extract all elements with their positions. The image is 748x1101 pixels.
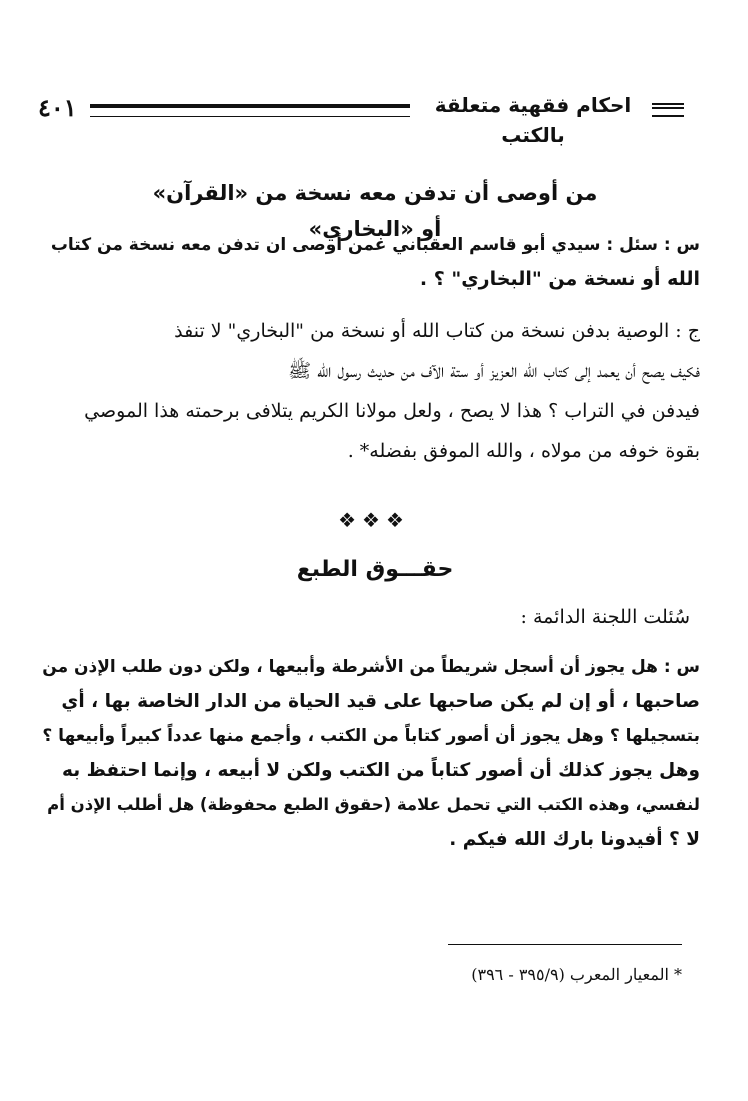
running-title: احكام فقهية متعلقة بالكتب [434, 93, 632, 147]
header-ornament [652, 103, 684, 117]
section-heading-burial: من أوصى أن تدفن معه نسخة من «القرآن» أو «البخاري» [152, 181, 598, 241]
section-heading-copyright: حقـــوق الطبع [296, 557, 454, 582]
question-line: بتسجيلها ؟ وهل يجوز أن أصور كتاباً من الكتب ، وأجمع منها عدداً كبيراً وأبيعها ؟ [42, 726, 700, 746]
question-line: صاحبها ، أو إن لم يكن صاحبها على قيد الحياة من الدار الخاصة بها ، أي [61, 690, 700, 712]
committee-label: سُئلت اللجنة الدائمة : [520, 606, 690, 628]
question-line: س : هل يجوز أن أسجل شريطاً من الأشرطة وأبيعها ، ولكن دون طلب الإذن من [42, 657, 700, 677]
header-rule [90, 104, 410, 117]
answer-line: فيدفن في التراب ؟ هذا لا يصح ، ولعل مولانا الكريم يتلافى برحمته هذا الموصي [84, 400, 700, 422]
footnote-rule [448, 944, 682, 945]
question-line: لنفسي، وهذه الكتب التي تحمل علامة (حقوق الطبع محفوظة) هل أطلب الإذن أم [47, 795, 700, 814]
page-number: ٤٠١ [38, 93, 77, 122]
answer-line: فكيف يصح أن يعمد إلى كتاب الله العزيز أو ستة الآف من حديث رسول الله ﷺ [288, 360, 700, 382]
answer-paragraph [40, 311, 700, 471]
answer-line: بقوة خوفه من مولاه ، والله الموفق بفضله* . [347, 440, 700, 462]
question-line: لا ؟ أفيدونا بارك الله فيكم . [449, 828, 700, 850]
question-line: وهل يجوز كذلك أن أصور كتاباً من الكتب ولكن لا أبيعه ، وإنما احتفظ به [62, 759, 700, 781]
question-line: س : سئل : سيدي أبو قاسم العقباني عمن أوصى ان تدفن معه نسخة من كتاب [50, 235, 700, 255]
question-paragraph-2 [40, 650, 700, 857]
question-line: الله أو نسخة من "البخاري" ؟ . [419, 268, 700, 290]
section-divider: ❖❖❖ [338, 508, 410, 532]
question-paragraph-1 [40, 228, 700, 296]
answer-line: ج : الوصية بدفن نسخة من كتاب الله أو نسخة من "البخاري" لا تنفذ [174, 320, 700, 342]
footnote: * المعيار المعرب (٣٩٥/٩ - ٣٩٦) [471, 965, 682, 984]
